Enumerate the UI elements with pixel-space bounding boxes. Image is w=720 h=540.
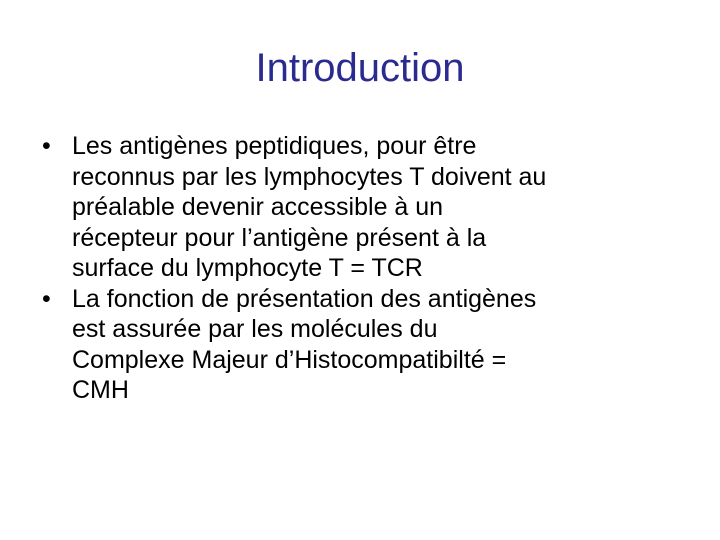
bullet-text-line: préalable devenir accessible à un (72, 193, 444, 221)
bullet-text-line: CMH (72, 376, 129, 404)
bullet-text-line: est assurée par les molécules du (72, 315, 438, 343)
bullet-list (42, 131, 702, 406)
bullet-item-1 (42, 131, 702, 284)
slide-title: Introduction (255, 46, 465, 90)
bullet-item-2 (42, 284, 702, 406)
bullet-text-line: Complexe Majeur d’Histocompatibilté = (72, 345, 507, 374)
bullet-text-line: La fonction de présentation des antigènes (72, 284, 537, 313)
bullet-text-line: Les antigènes peptidiques, pour être (72, 132, 477, 160)
bullet-text-line: surface du lymphocyte T = TCR (72, 254, 423, 282)
bullet-text-line: reconnus par les lymphocytes T doivent au (72, 162, 547, 191)
bullet-text-line: récepteur pour l’antigène présent à la (72, 223, 487, 252)
bullet-icon: • (42, 132, 51, 160)
bullet-icon: • (42, 284, 51, 313)
